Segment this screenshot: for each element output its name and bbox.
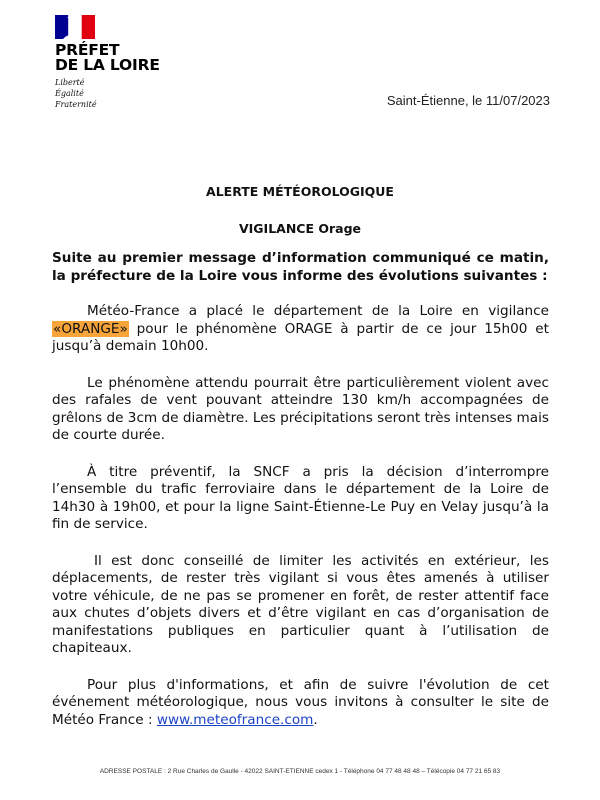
prefet-name	[55, 43, 160, 73]
meteofrance-link[interactable]: www.meteofrance.com	[156, 711, 314, 728]
marianne-flag-icon	[55, 15, 95, 39]
document-subtitle: VIGILANCE Orage	[238, 221, 362, 236]
vigilance-text-end: pour le phénomène ORAGE à partir de ce jour 15h00 et jusqu’à demain 10h00.	[52, 320, 549, 354]
document-title: ALERTE MÉTÉOROLOGIQUE	[206, 184, 394, 199]
sncf-paragraph: À titre préventif, la SNCF a pris la décision d’interrompre l’ensemble du trafic ferroviaire dans le département de la Loire de 14h30 à 19h00, et pour la ligne Saint-Étienne-Le Puy en Velay jusqu’à la fin de service.	[52, 463, 549, 532]
advice-paragraph: Il est donc conseillé de limiter les activités en extérieur, les déplacements, de rester très vigilant si vous êtes amenés à utiliser votre véhicule, de ne pas se promener en forêt, de rester attentif face aux chutes d’objets divers et d’être vigilant en cas d’organisation de manifestations publiques en particulier quant à l’utilisation de chapiteaux.	[52, 552, 549, 656]
motto-fraternite: Fraternité	[55, 100, 97, 109]
prefet-line-1: PRÉFET	[55, 41, 120, 59]
prefet-line-2: DE LA LOIRE	[55, 56, 160, 74]
phenomenon-paragraph: Le phénomène attendu pourrait être particulièrement violent avec des rafales de vent pouvant atteindre 130 km/h accompagnées de grêlons de 3cm de diamètre. Les précipitations seront très intenses mais de courte durée.	[52, 374, 549, 443]
orange-highlight: «ORANGE»	[53, 320, 128, 337]
info-paragraph	[52, 677, 549, 730]
place-and-date: Saint-Étienne, le 11/07/2023	[386, 93, 550, 108]
flag-red-band	[82, 15, 95, 39]
postal-address-footer: ADRESSE POSTALE : 2 Rue Charles de Gaulle - 42022 SAINT-ETIENNE cedex 1 - Téléphone 04 77 48 48 48 – Télécopie 04 77 21 65 83	[99, 768, 501, 775]
info-text-end: .	[313, 711, 318, 728]
motto-egalite: Égalité	[55, 89, 84, 98]
motto-liberte: Liberté	[55, 78, 85, 87]
republic-motto	[55, 77, 97, 110]
document-body	[52, 250, 549, 748]
info-text: Pour plus d'informations, et afin de suivre l'évolution de cet événement météorologique, nous vous invitons à consulter le site de Météo France :	[52, 676, 549, 728]
flag-blue-band	[55, 15, 68, 39]
vigilance-paragraph	[52, 303, 549, 356]
vigilance-text-start: Météo-France a placé le département de la Loire en vigilance	[87, 303, 549, 319]
intro-paragraph: Suite au premier message d’information communiqué ce matin, la préfecture de la Loire vous informe des évolutions suivantes :	[52, 250, 549, 284]
